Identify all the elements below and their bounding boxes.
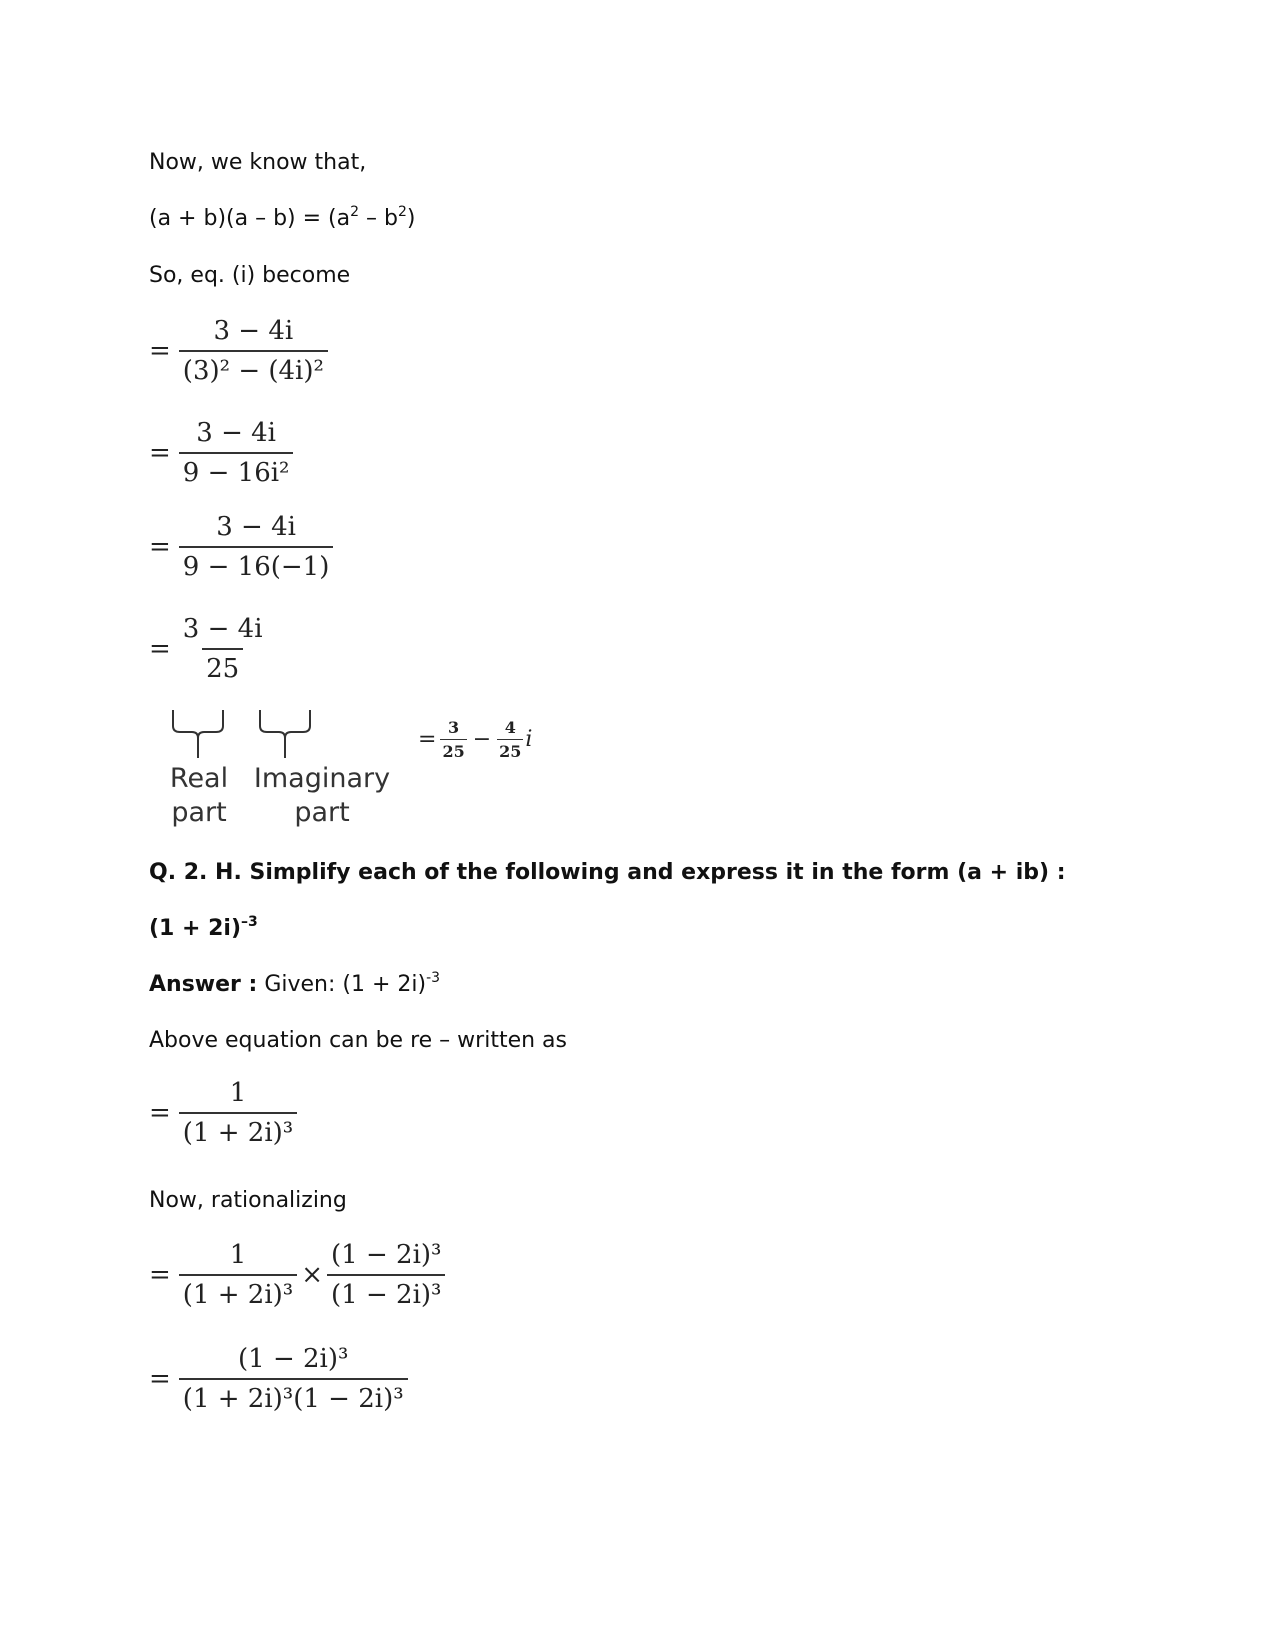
equation-step-1 — [149, 316, 328, 386]
equation-step-7 — [149, 1344, 408, 1414]
identity-sup-2: 2 — [398, 204, 407, 220]
numerator: 3 − 4i — [213, 316, 294, 346]
text-now-we-know: Now, we know that, — [149, 150, 367, 175]
real-part-brace — [173, 710, 223, 758]
denominator: (1 + 2i)³(1 − 2i)³ — [179, 1378, 408, 1414]
equation-step-3 — [149, 512, 333, 582]
equation-step-4 — [149, 614, 267, 684]
answer-line — [149, 970, 441, 997]
denominator: 9 − 16(−1) — [179, 546, 334, 582]
imaginary-part-label: Imaginary part — [253, 763, 391, 828]
identity-part-1: (a + b)(a – b) = (a — [149, 206, 351, 231]
equation-step-5 — [149, 1078, 297, 1148]
equals-sign: = — [149, 1260, 171, 1290]
fraction — [179, 1078, 297, 1148]
numerator: 3 − 4i — [196, 418, 276, 448]
fraction — [179, 614, 267, 684]
text-so-eq: So, eq. (i) become — [149, 263, 351, 288]
numerator: 3 − 4i — [182, 614, 263, 644]
equals-sign: = — [149, 336, 171, 366]
denominator: (1 + 2i)³ — [179, 1274, 297, 1310]
equation-step-6 — [149, 1240, 445, 1310]
numerator: 1 — [229, 1078, 247, 1108]
fraction-left — [179, 1240, 297, 1310]
question-heading: Q. 2. H. Simplify each of the following and express it in the form (a + ib) : — [149, 860, 1066, 885]
equals-sign: = — [149, 634, 171, 664]
answer-exponent: -3 — [426, 970, 441, 986]
equals-sign: = — [149, 532, 171, 562]
imaginary-unit: i — [525, 727, 533, 752]
equals-sign: = — [149, 438, 171, 468]
result-expression — [418, 718, 532, 761]
numerator: 1 — [229, 1240, 247, 1270]
equation-step-2 — [149, 418, 293, 488]
denominator: (1 + 2i)³ — [179, 1112, 297, 1148]
question-expression — [149, 914, 258, 941]
identity-part-3: ) — [406, 206, 416, 231]
multiply-sign: × — [301, 1260, 324, 1290]
imaginary-fraction — [497, 718, 523, 761]
real-fraction — [440, 718, 466, 761]
equals-sign: = — [149, 1364, 171, 1394]
fraction — [179, 418, 294, 488]
equals-sign: = — [418, 727, 437, 752]
real-part-label: Real part — [169, 763, 229, 828]
fraction — [179, 316, 328, 386]
numerator: (1 − 2i)³ — [331, 1240, 442, 1270]
identity-part-2: – b — [359, 206, 398, 231]
fraction — [179, 512, 334, 582]
fraction — [179, 1344, 408, 1414]
numerator: 3 − 4i — [216, 512, 296, 542]
text-rationalizing: Now, rationalizing — [149, 1188, 347, 1213]
answer-label: Answer : — [149, 972, 258, 997]
fraction-right — [327, 1240, 445, 1310]
denominator: 25 — [497, 739, 523, 761]
numerator: (1 − 2i)³ — [238, 1344, 349, 1374]
identity-sup-1: 2 — [350, 204, 360, 220]
answer-text: Given: (1 + 2i) — [257, 972, 427, 997]
text-rewrite: Above equation can be re – written as — [149, 1028, 567, 1053]
equals-sign: = — [149, 1098, 171, 1128]
denominator: 9 − 16i² — [179, 452, 294, 488]
imaginary-part-brace — [260, 710, 310, 758]
expression-base: (1 + 2i) — [149, 916, 242, 941]
denominator: (1 − 2i)³ — [327, 1274, 445, 1310]
numerator: 3 — [448, 718, 460, 737]
expression-exponent: –3 — [241, 914, 258, 930]
denominator: 25 — [202, 648, 243, 684]
identity-line — [149, 204, 416, 231]
denominator: (3)² − (4i)² — [179, 350, 328, 386]
denominator: 25 — [440, 739, 466, 761]
minus-sign: − — [472, 727, 492, 752]
numerator: 4 — [504, 718, 516, 737]
